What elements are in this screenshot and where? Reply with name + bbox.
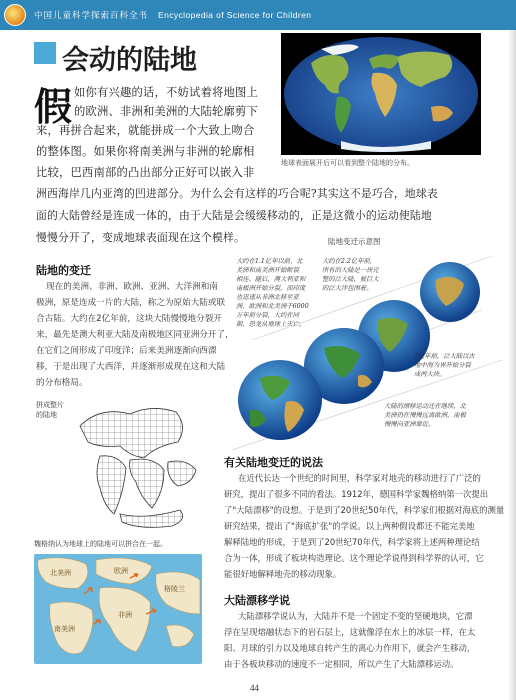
drift-note-line: 地中海为界开始分裂 — [414, 362, 471, 369]
section-heading: 有关陆地变迁的说法 — [224, 456, 323, 469]
drift-note-line: 万年前分裂，大约在同 — [236, 312, 299, 319]
title-marker — [34, 42, 56, 64]
drift-note-line: 2亿年前，泛大陆以古 — [414, 353, 475, 360]
drift-note-line: 大陆的漂移运动还在继续，北 — [384, 403, 466, 410]
section-heading: 大陆漂移学说 — [224, 594, 290, 607]
drift-note-line: 慢慢向亚洲靠近。 — [384, 421, 435, 428]
world-map-graphic — [281, 33, 481, 155]
drift-note-line: 期，恐龙从地球上灭亡。 — [236, 321, 306, 328]
section-line: 合为一体，形成了板块构造理论。这个理论学说得到科学界的认可，它 — [224, 553, 484, 563]
label-africa: 非洲 — [118, 611, 132, 619]
section-line: 大陆漂移学说认为，大陆并不是一个固定不变的坚硬地块，它漂 — [238, 611, 473, 621]
drift-diagram-title: 陆地变迁示意图 — [328, 237, 381, 246]
drift-note-line: 相连。随后，澳大利亚和 — [236, 276, 306, 283]
section-line: 了"大陆漂移"的设想。于是到了20世纪50年代，科学家们根据对海底的测量 — [224, 505, 505, 515]
intro-line: 的欧洲、非洲和美洲的大陆轮廓剪下 — [74, 105, 258, 118]
continent-fit-map — [34, 554, 202, 664]
series-title — [34, 9, 311, 21]
drift-note-line: 大约在1.1亿年以前，北 — [236, 258, 303, 265]
puzzle-label-line: 的陆地 — [36, 411, 57, 419]
section-line: 合古陆。大约在2亿年前，这块大陆慢慢地分裂开 — [36, 314, 222, 324]
series-title-en: Encyclopedia of Science for Children — [158, 10, 312, 20]
section-line: 研究，提出了很多不同的看法。1912年，德国科学家魏格纳第一次提出 — [224, 489, 489, 499]
section-line: 移，于是出现了大西洋，并逐渐形成现在这和大陆 — [36, 362, 226, 372]
world-map-image — [281, 33, 481, 155]
intro-line: 洲西海岸几内亚湾的凹进部分。为什么会有这样的巧合呢?其实这不是巧合，地球表 — [36, 187, 438, 200]
label-south-america: 南美洲 — [54, 625, 75, 633]
intro-line: 慢慢分开了，变成地球表面现在这个模样。 — [36, 231, 245, 244]
section-line: 在近代长达一个世纪的时间里，科学家对地壳的移动进行了广泛的 — [238, 473, 481, 483]
page-gutter — [508, 30, 516, 700]
intro-line: 来，再拼合起来，就能拼成一个大致上吻合 — [36, 124, 255, 137]
section-line: 来，最先是澳大利亚大陆及南极地区同亚洲分开了， — [36, 330, 234, 340]
drift-note-line: 整的泛大陆，被巨大 — [322, 276, 379, 283]
puzzle-label-line: 拼成整片 — [36, 401, 64, 409]
drift-note-line: 洲，欧洲和北美洲于6000 — [236, 303, 309, 310]
drift-note-200ma — [414, 352, 475, 379]
section-line: 在它们之间形成了印度洋；后来美洲逐渐向西漂 — [36, 346, 217, 356]
puzzle-caption: 魏格纳认为地球上的陆地可以拼合在一起。 — [34, 540, 167, 548]
section-heading: 陆地的变迁 — [36, 264, 91, 277]
label-greenland: 格陵兰 — [164, 585, 185, 593]
drift-note-present — [384, 402, 466, 429]
drift-note-line: 成两大块。 — [414, 371, 446, 378]
intro-line: 面的大陆曾经是连成一体的，由于大陆是会缓缓移动的，正是这微小的运动使陆地 — [36, 209, 432, 222]
section-line: 现在的美洲、非洲、欧洲、亚洲、大洋洲和南 — [46, 282, 218, 292]
intro-line: 比较，巴西南部的凸出部分正好可以嵌入非 — [36, 166, 255, 179]
page-header — [0, 0, 516, 30]
drift-note-line: 美洲仍在慢慢远离欧洲，南极 — [384, 412, 466, 419]
section-line: 研究结果，提出了"海底扩张"的学说。以上两种假设都还不能完美地 — [224, 521, 475, 531]
drift-note-line: 的泛大洋包围着。 — [322, 285, 373, 292]
section-line: 能很好地解释地壳的移动现象。 — [224, 569, 342, 579]
page-title: 会动的陆地 — [62, 45, 197, 76]
section-line: 的分布格局。 — [36, 378, 88, 388]
drift-note-220ma — [322, 257, 379, 293]
label-north-america: 北美洲 — [50, 569, 71, 577]
label-europe: 欧洲 — [114, 567, 128, 575]
intro-line: 如你有兴趣的话，不妨试着将地图上 — [74, 86, 258, 99]
section-line: 由于各板块移动的速度不一定相同，所以产生了大陆漂移运动。 — [224, 659, 459, 669]
drift-note-110ma — [236, 257, 309, 329]
section-line: 解释陆地的形成，于是到了20世纪70年代，科学家将上述两种理论结 — [224, 537, 480, 547]
globe-present — [238, 360, 322, 440]
section-line: 极洲，原是连成一片的大陆，称之为原始大陆或联 — [36, 298, 226, 308]
globe-caption: 地球表面展开后可以看到整个陆地的分布。 — [281, 159, 414, 167]
drift-note-line: 大约在2.2亿年前， — [322, 258, 377, 265]
drift-note-line: 南极洲开始分裂，而印度 — [236, 285, 306, 292]
section-line: 阳、月球的引力以及地球自转产生的离心力作用下，就会产生移动， — [224, 643, 476, 653]
section-line: 浮在呈现熔融状态下的岩石层上，这就像浮在水上的冰层一样，在太 — [224, 627, 476, 637]
series-title-cn: 中国儿童科学探索百科全书 — [34, 11, 149, 21]
drop-cap: 假 — [34, 84, 73, 129]
puzzle-map-graphic — [60, 396, 210, 536]
intro-line: 的整体图。如果你将南美洲与非洲的轮廓相 — [36, 145, 255, 158]
drift-note-line: 所有的大陆是一块完 — [322, 267, 379, 274]
series-logo-icon — [4, 4, 26, 26]
drift-note-line: 美洲和南美洲开始断裂 — [236, 267, 299, 274]
drift-note-line: 也迅速从非洲北移至亚 — [236, 294, 299, 301]
page-number: 44 — [250, 683, 259, 693]
